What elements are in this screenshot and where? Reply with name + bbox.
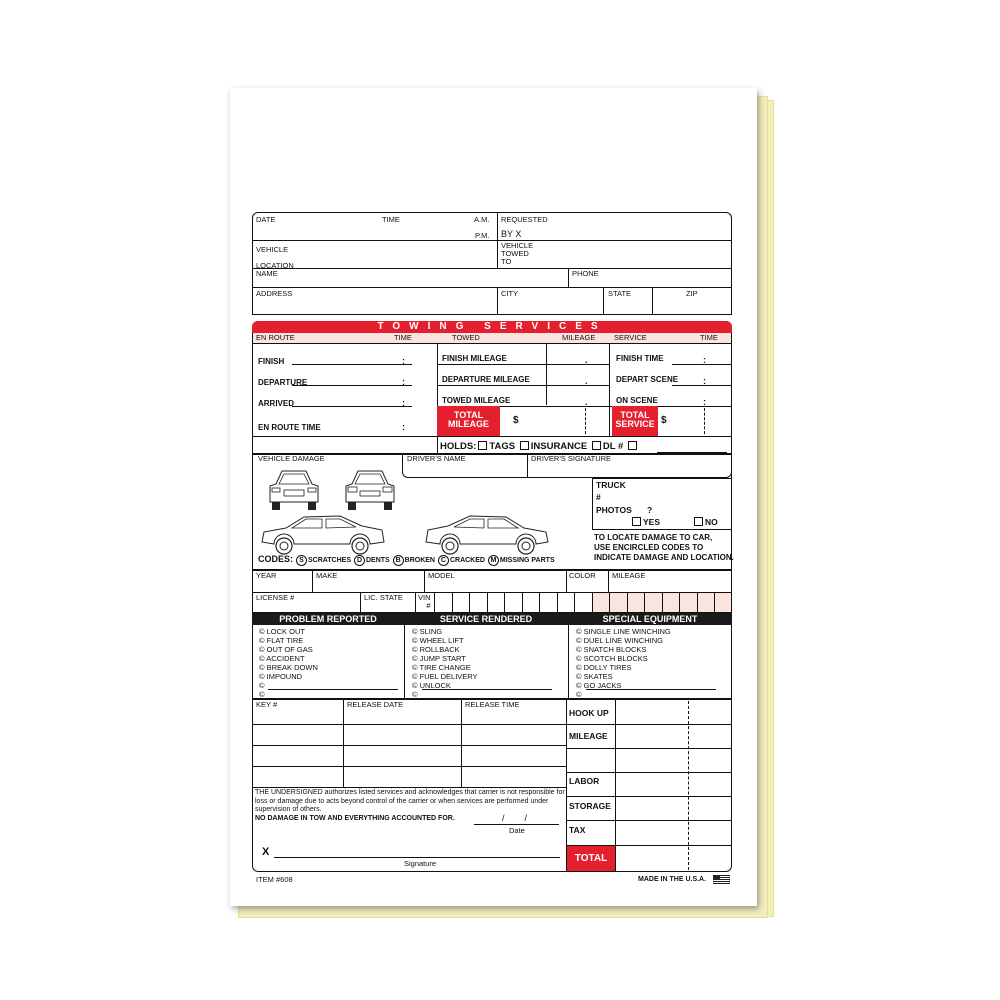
tax-label: TAX xyxy=(569,825,586,835)
dot: . xyxy=(585,376,588,386)
photos-question: ? xyxy=(647,505,653,515)
list-item: © SINGLE LINE WINCHING xyxy=(576,627,671,636)
key-label: KEY # xyxy=(256,700,278,709)
time-label: TIME xyxy=(382,215,400,224)
code-scratches: SCRATCHES xyxy=(307,557,352,564)
list-item: © WHEEL LIFT xyxy=(412,636,464,645)
row-towed-mileage: TOWED MILEAGE xyxy=(442,396,511,405)
phone-label: PHONE xyxy=(572,269,599,278)
tags-label: TAGS xyxy=(489,441,516,452)
enroute-rows xyxy=(258,351,321,438)
row-departure-mileage: DEPARTURE MILEAGE xyxy=(442,375,530,384)
towed-rows xyxy=(442,348,530,411)
pm-label: P.M. xyxy=(475,231,490,240)
signature-label: Signature xyxy=(404,859,437,868)
dot: . xyxy=(585,397,588,407)
row-finish-mileage: FINISH MILEAGE xyxy=(442,354,507,363)
code-broken: BROKEN xyxy=(404,557,435,564)
date-label: DATE xyxy=(256,215,276,224)
color-label: COLOR xyxy=(569,571,596,580)
car-front-view-icon xyxy=(264,466,324,512)
no-damage-text: NO DAMAGE IN TOW AND EVERYTHING ACCOUNTED FOR. xyxy=(255,815,455,822)
code-cracked: CRACKED xyxy=(449,557,485,564)
zip-label: ZIP xyxy=(686,289,698,298)
damage-instructions: TO LOCATE DAMAGE TO CAR, USE ENCIRCLED CODES TO INDICATE DAMAGE AND LOCATION. xyxy=(594,533,734,562)
service-colons xyxy=(703,350,706,413)
model-label: MODEL xyxy=(428,571,455,580)
dl-label: DL # xyxy=(602,441,624,452)
header-box xyxy=(252,212,732,315)
list-item: © xyxy=(412,690,418,699)
code-m-icon: M xyxy=(488,555,499,566)
enroute-colons xyxy=(402,351,405,438)
car-left-side-icon xyxy=(258,512,388,558)
yes-label: YES xyxy=(643,517,661,527)
colon: : xyxy=(402,356,405,366)
tags-checkbox[interactable] xyxy=(478,441,487,450)
make-label: MAKE xyxy=(316,571,338,580)
hook-up-label: HOOK UP xyxy=(569,708,609,718)
vehicle-location-label: VEHICLE LOCATION xyxy=(256,245,294,270)
by-label: BY X xyxy=(501,229,522,239)
list-item: © GO JACKS xyxy=(576,681,622,690)
row-finish-time: FINISH TIME xyxy=(616,354,664,363)
colon: : xyxy=(703,376,706,386)
col-enroute: EN ROUTE xyxy=(256,333,295,342)
drivers-signature-label: DRIVER'S SIGNATURE xyxy=(531,454,612,463)
photos-yes xyxy=(630,517,660,526)
am-label: A.M. xyxy=(474,215,490,224)
service-rendered-title: SERVICE RENDERED xyxy=(404,613,568,625)
yes-checkbox[interactable] xyxy=(632,517,641,526)
no-checkbox[interactable] xyxy=(694,517,703,526)
code-d-icon: D xyxy=(354,555,365,566)
total-service-dollar: $ xyxy=(661,415,667,426)
date-slashes: / / xyxy=(502,813,528,823)
release-date-label: RELEASE DATE xyxy=(347,700,404,709)
name-label: NAME xyxy=(256,269,278,278)
col-service: SERVICE xyxy=(614,333,647,342)
list-item: © IMPOUND xyxy=(259,672,303,681)
license-label: LICENSE # xyxy=(256,593,295,602)
vin-label: VIN # xyxy=(418,593,431,610)
truck-label: TRUCK xyxy=(596,480,626,490)
lic-state-label: LIC. STATE xyxy=(364,593,403,602)
total-mileage-cell: TOTAL MILEAGE xyxy=(437,406,500,436)
row-depart-scene: DEPART SCENE xyxy=(616,375,679,384)
dl-checkbox[interactable] xyxy=(592,441,601,450)
towing-services-title: TOWING SERVICES xyxy=(252,321,732,333)
list-item: © TIRE CHANGE xyxy=(412,663,471,672)
list-item: © SLING xyxy=(412,627,443,636)
list-item: © ACCIDENT xyxy=(259,654,305,663)
list-item: © FUEL DELIVERY xyxy=(412,672,478,681)
no-label: NO xyxy=(705,517,718,527)
vehicle-damage-label: VEHICLE DAMAGE xyxy=(258,454,325,463)
code-c-icon: C xyxy=(438,555,449,566)
colon: : xyxy=(703,355,706,365)
list-item: © FLAT TIRE xyxy=(259,636,304,645)
col-time-1: TIME xyxy=(394,333,412,342)
storage-label: STORAGE xyxy=(569,801,611,811)
list-item: © SKATES xyxy=(576,672,613,681)
list-item: © SNATCH BLOCKS xyxy=(576,645,647,654)
col-towed: TOWED xyxy=(452,333,480,342)
list-item: © xyxy=(259,690,265,699)
vin-cells xyxy=(434,592,732,612)
total-mileage-dollar: $ xyxy=(513,415,519,426)
made-in-usa: MADE IN THE U.S.A. xyxy=(638,876,707,883)
row-departure: DEPARTURE xyxy=(258,378,308,387)
list-item: © DOLLY TIRES xyxy=(576,663,632,672)
labor-label: LABOR xyxy=(569,776,600,786)
item-number: ITEM #608 xyxy=(256,875,293,884)
special-equipment-title: SPECIAL EQUIPMENT xyxy=(568,613,732,625)
list-item: © ROLLBACK xyxy=(412,645,460,654)
row-arrived: ARRIVED xyxy=(258,399,295,408)
damage-codes xyxy=(258,555,555,566)
code-s-icon: S xyxy=(296,555,307,566)
colon: : xyxy=(703,397,706,407)
state-label: STATE xyxy=(608,289,632,298)
total-service-cell: TOTAL SERVICE xyxy=(612,406,658,436)
row-on-scene: ON SCENE xyxy=(616,396,658,405)
list-item: © xyxy=(576,690,582,699)
towed-dots xyxy=(585,350,588,413)
col-mileage: MILEAGE xyxy=(562,333,596,342)
requested-label: REQUESTED xyxy=(501,215,548,224)
disclaimer-text: THE UNDERSIGNED authorizes listed services and acknowledges that carrier is not responsible for loss or damage due to acts beyond control of the carrier or when services are performed under supervision of others. xyxy=(255,789,565,813)
photos-no xyxy=(692,517,718,526)
year-label: YEAR xyxy=(256,571,277,580)
list-item: © BREAK DOWN xyxy=(259,663,318,672)
insurance-checkbox[interactable] xyxy=(520,441,529,450)
release-time-label: RELEASE TIME xyxy=(465,700,520,709)
problem-reported-title: PROBLEM REPORTED xyxy=(252,613,404,625)
list-item: © LOCK OUT xyxy=(259,627,305,636)
mileage-label: MILEAGE xyxy=(612,571,646,580)
car-rear-view-icon xyxy=(340,466,400,512)
car-right-side-icon xyxy=(422,512,552,558)
city-label: CITY xyxy=(501,289,519,298)
us-flag-icon xyxy=(713,875,730,884)
form-sheet xyxy=(230,88,757,906)
colon: : xyxy=(402,377,405,387)
photos-label: PHOTOS xyxy=(596,505,632,515)
list-item: © JUMP START xyxy=(412,654,466,663)
signature-x: X xyxy=(262,846,270,858)
colon: : xyxy=(402,422,405,432)
code-dents: DENTS xyxy=(365,557,390,564)
codes-label: CODES: xyxy=(258,554,294,564)
holds-label: HOLDS: xyxy=(440,441,477,452)
service-rows xyxy=(616,348,678,411)
list-item: © SCOTCH BLOCKS xyxy=(576,654,648,663)
dot: . xyxy=(585,355,588,365)
holds-row xyxy=(440,441,639,451)
colon: : xyxy=(402,398,405,408)
row-enroute-time: EN ROUTE TIME xyxy=(258,423,321,432)
list-item: © OUT OF GAS xyxy=(259,645,313,654)
list-item: © DUEL LINE WINCHING xyxy=(576,636,663,645)
blank-hold-checkbox[interactable] xyxy=(628,441,637,450)
row-finish: FINISH xyxy=(258,357,285,366)
code-b-icon: B xyxy=(393,555,404,566)
truck-num-label: # xyxy=(596,492,601,502)
drivers-name-label: DRIVER'S NAME xyxy=(407,454,466,463)
code-missing-parts: MISSING PARTS xyxy=(499,557,555,564)
list-item: © UNLOCK xyxy=(412,681,451,690)
insurance-label: INSURANCE xyxy=(530,441,588,452)
mileage-charge-label: MILEAGE xyxy=(569,731,608,741)
address-label: ADDRESS xyxy=(256,289,293,298)
total-label: TOTAL xyxy=(567,846,615,871)
list-item: © xyxy=(259,681,265,690)
col-time-2: TIME xyxy=(700,333,718,342)
date-sign-label: Date xyxy=(509,826,525,835)
vehicle-towed-to-label: VEHICLE TOWED TO xyxy=(501,241,534,266)
